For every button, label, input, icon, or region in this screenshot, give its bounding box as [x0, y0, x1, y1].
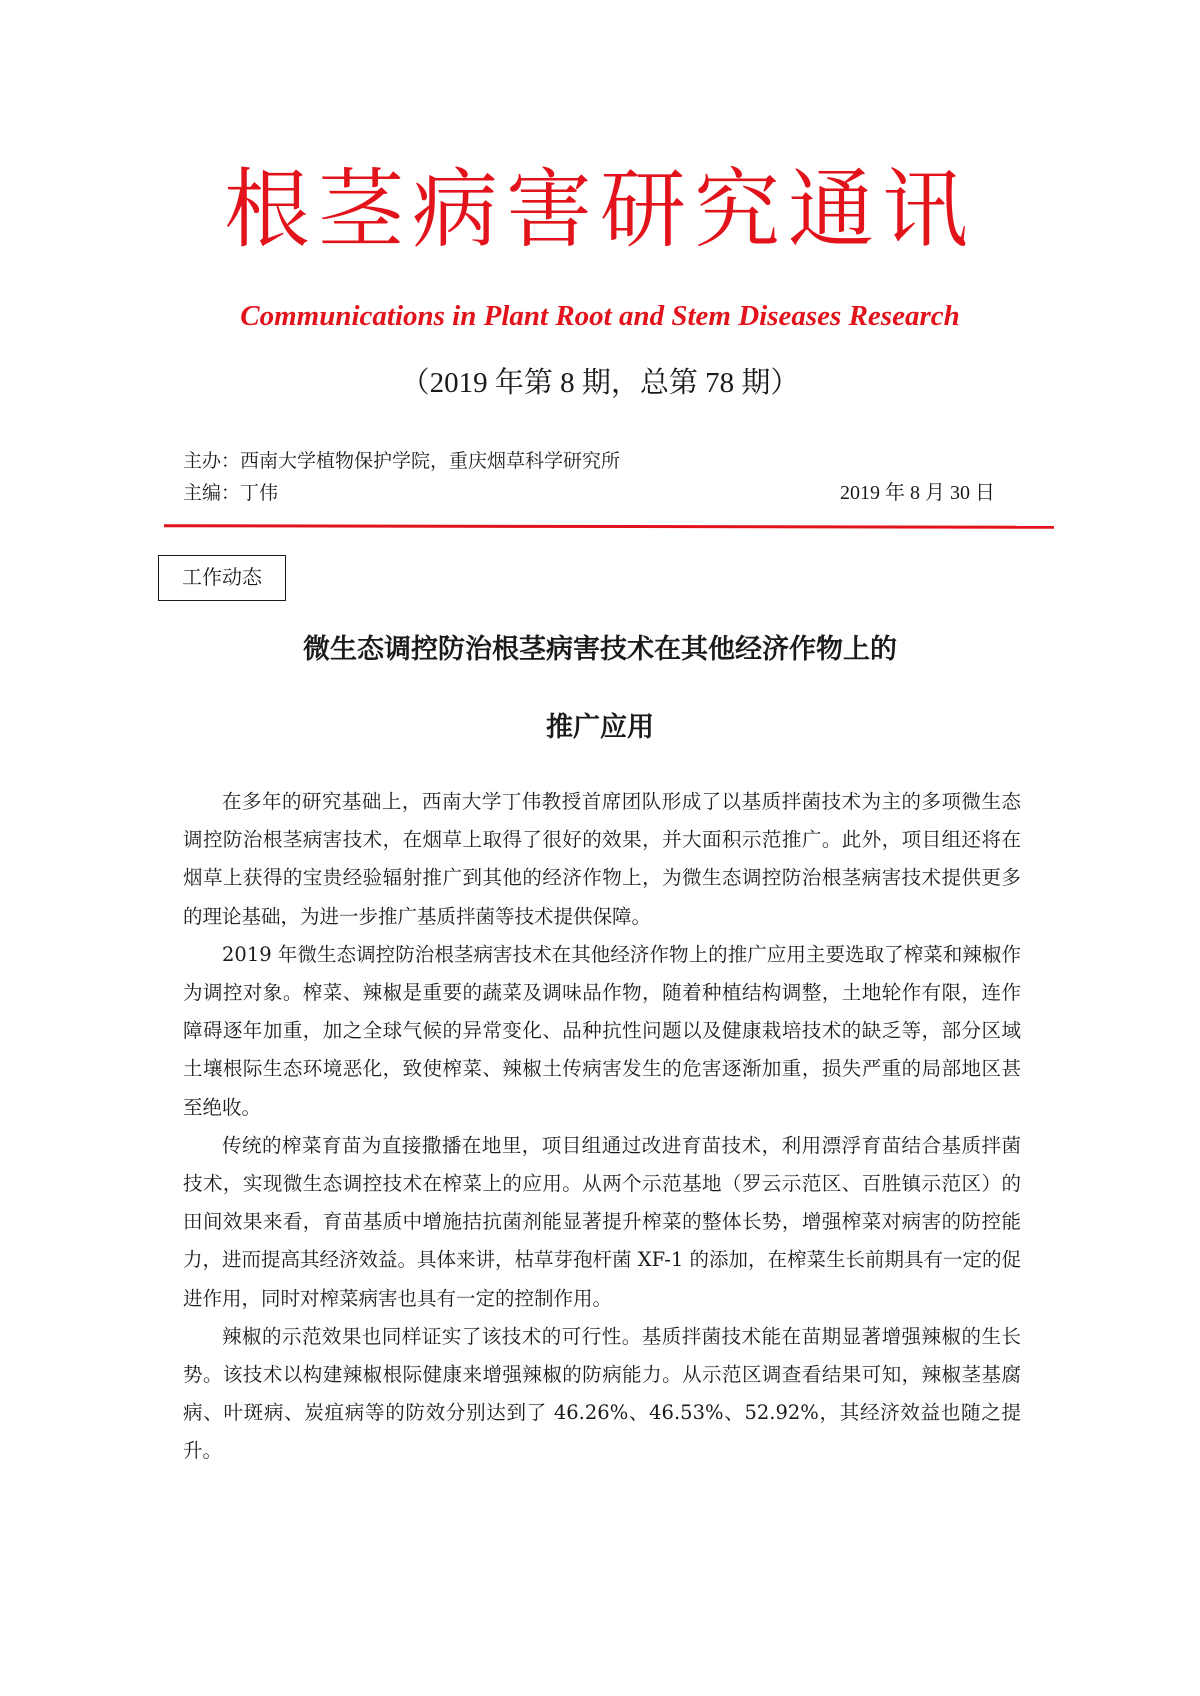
paragraph: 传统的榨菜育苗为直接撒播在地里，项目组通过改进育苗技术，利用漂浮育苗结合基质拌菌技术，实现微生态调控技术在榨菜上的应用。从两个示范基地（罗云示范区、百胜镇示范区）的田间效果来看，育苗基质中增施拮抗菌剂能显著提升榨菜的整体长势，增强榨菜对病害的防控能力，进而提高其经济效益。具体来讲，枯草芽孢杆菌 XF-1 的添加，在榨菜生长前期具有一定的促进作用，同时对榨菜病害也具有一定的控制作用。 [183, 1133, 1021, 1310]
header-divider [164, 524, 1054, 529]
publish-date: 2019 年 8 月 30 日 [840, 482, 995, 504]
article-title-line-1: 微生态调控防治根茎病害技术在其他经济作物上的 [303, 634, 897, 665]
paragraph: 2019 年微生态调控防治根茎病害技术在其他经济作物上的推广应用主要选取了榨菜和辣椒作为调控对象。榨菜、辣椒是重要的蔬菜及调味品作物，随着种植结构调整，土地轮作有限，连作障碍逐年加重，加之全球气候的异常变化、品种抗性问题以及健康栽培技术的缺乏等，部分区域土壤根际生态环境恶化，致使榨菜、辣椒土传病害发生的危害逐渐加重，损失严重的局部地区甚至绝收。 [183, 942, 1021, 1119]
section-label: 工作动态 [158, 555, 286, 601]
newsletter-title: 根茎病害研究通讯 [224, 160, 976, 260]
newsletter-english-title: Communications in Plant Root and Stem Diseases Research [240, 300, 960, 332]
article-body [183, 783, 1021, 1471]
paragraph: 在多年的研究基础上，西南大学丁伟教授首席团队形成了以基质拌菌技术为主的多项微生态调控防治根茎病害技术，在烟草上取得了很好的效果，并大面积示范推广。此外，项目组还将在烟草上获得的宝贵经验辐射推广到其他的经济作物上，为微生态调控防治根茎病害技术提供更多的理论基础，为进一步推广基质拌菌等技术提供保障。 [183, 790, 1021, 928]
sponsor-info: 主办：西南大学植物保护学院，重庆烟草科学研究所 [183, 450, 621, 472]
paragraph: 辣椒的示范效果也同样证实了该技术的可行性。基质拌菌技术能在苗期显著增强辣椒的生长势。该技术以构建辣椒根际健康来增强辣椒的防病能力。从示范区调查看结果可知，辣椒茎基腐病、叶斑病、炭疽病等的防效分别达到了 46.26%、46.53%、52.92%，其经济效益也随之提升。 [183, 1324, 1021, 1463]
editor-info: 主编：丁伟 [183, 482, 279, 504]
issue-number: （2019 年第 8 期，总第 78 期） [400, 367, 800, 399]
article-title-line-2: 推广应用 [546, 712, 654, 743]
